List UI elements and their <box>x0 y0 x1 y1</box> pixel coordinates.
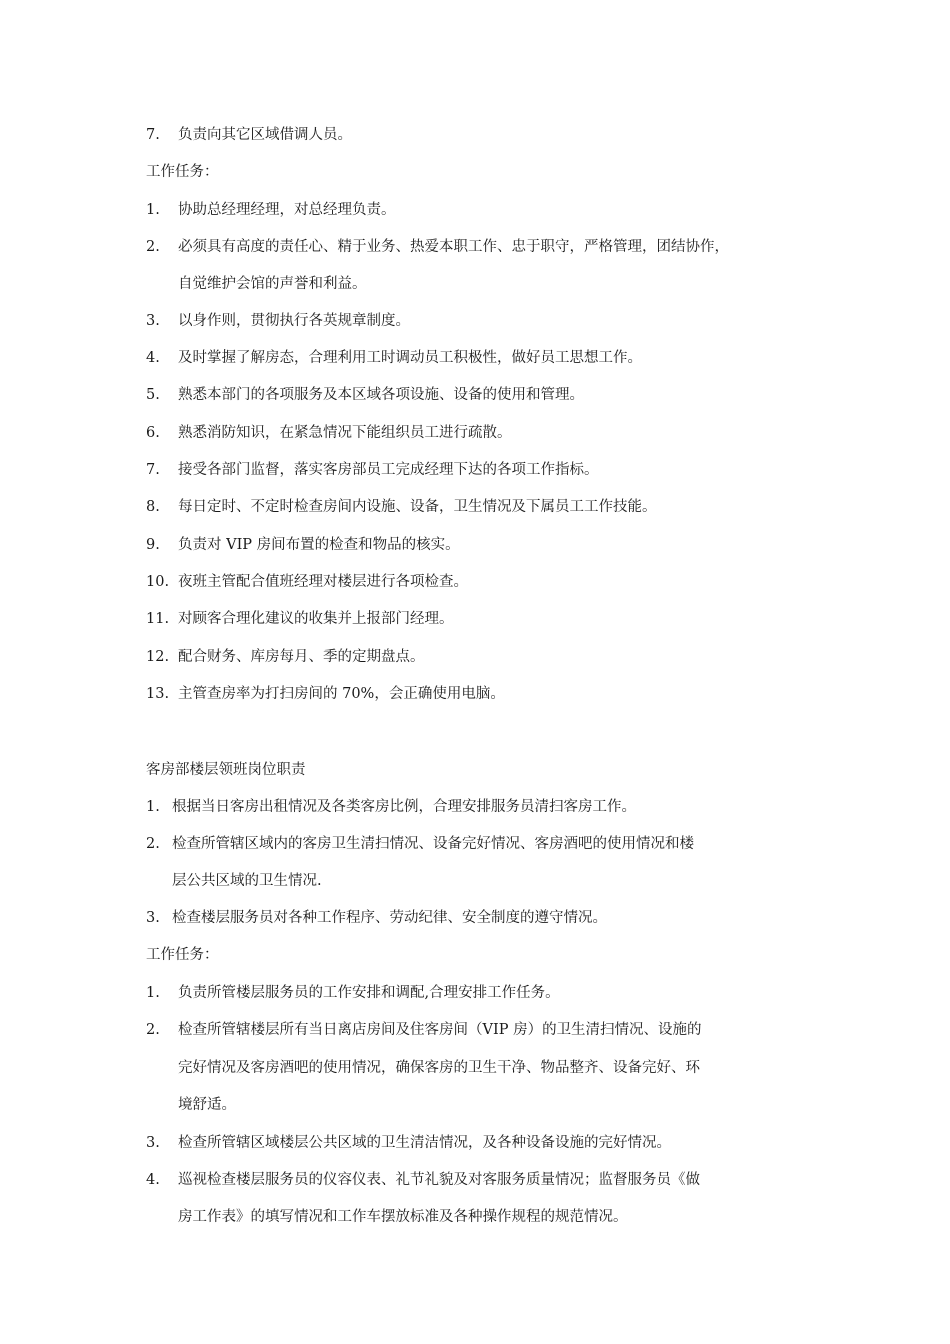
item-text: 接受各部门监督，落实客房部员工完成经理下达的各项工作指标。 <box>178 462 599 478</box>
list-item <box>146 647 425 667</box>
list-item <box>146 1020 702 1040</box>
item-number: 2. <box>146 836 160 852</box>
item-number: 1. <box>146 985 160 1001</box>
item-continuation: 境舒适。 <box>178 1097 236 1113</box>
item-continuation: 房工作表》的填写情况和工作车摆放标准及各种操作规程的规范情况。 <box>178 1209 628 1225</box>
item-number: 13. <box>146 686 170 702</box>
section-title: 客房部楼层领班岗位职责 <box>146 762 306 778</box>
list-item <box>146 200 396 220</box>
list-item <box>146 497 657 517</box>
item-text: 负责所管楼层服务员的工作安排和调配,合理安排工作任务。 <box>178 985 560 1001</box>
item-text: 熟悉本部门的各项服务及本区域各项设施、设备的使用和管理。 <box>178 387 584 403</box>
item-text: 检查所管辖区域内的客房卫生清扫情况、设备完好情况、客房酒吧的使用情况和楼 <box>172 836 694 852</box>
list-item <box>146 572 468 592</box>
item-text: 每日定时、不定时检查房间内设施、设备，卫生情况及下属员工工作技能。 <box>178 499 657 515</box>
item-text: 检查楼层服务员对各种工作程序、劳动纪律、安全制度的遵守情况。 <box>172 910 607 926</box>
item-text: 必须具有高度的责任心、精于业务、热爱本职工作、忠于职守，严格管理，团结协作， <box>178 239 729 255</box>
item-number: 11. <box>146 611 170 627</box>
item-number: 10. <box>146 574 170 590</box>
item-text: 根据当日客房出租情况及各类客房比例，合理安排服务员清扫客房工作。 <box>172 799 636 815</box>
item-number: 3. <box>146 910 160 926</box>
item-number: 1. <box>146 799 160 815</box>
item-text: 以身作则，贯彻执行各英规章制度。 <box>178 313 410 329</box>
list-item <box>146 797 636 817</box>
item-number: 1. <box>146 202 160 218</box>
list-item <box>146 834 694 854</box>
item-number: 9. <box>146 537 160 553</box>
list-item <box>146 535 460 555</box>
item-text: 夜班主管配合值班经理对楼层进行各项检查。 <box>178 574 468 590</box>
item-text: 对顾客合理化建议的收集并上报部门经理。 <box>178 611 454 627</box>
list-item <box>146 348 642 368</box>
item-text: 检查所管辖区域楼层公共区域的卫生清洁情况，及各种设备设施的完好情况。 <box>178 1135 671 1151</box>
item-number: 2. <box>146 1022 160 1038</box>
item-number: 6. <box>146 425 160 441</box>
list-item <box>146 908 607 928</box>
list-item <box>146 423 512 443</box>
item-text: 及时掌握了解房态，合理利用工时调动员工积极性，做好员工思想工作。 <box>178 350 642 366</box>
item-text: 巡视检查楼层服务员的仪容仪表、礼节礼貌及对客服务质量情况；监督服务员《做 <box>178 1172 700 1188</box>
item-number: 7. <box>146 127 160 143</box>
list-item <box>146 125 352 145</box>
item-number: 12. <box>146 649 170 665</box>
item-text: 负责对 VIP 房间布置的检查和物品的核实。 <box>178 537 460 553</box>
item-number: 3. <box>146 313 160 329</box>
item-number: 4. <box>146 350 160 366</box>
list-item <box>146 460 599 480</box>
item-text: 检查所管辖楼层所有当日离店房间及住客房间（VIP 房）的卫生清扫情况、设施的 <box>178 1022 702 1038</box>
item-text: 主管查房率为打扫房间的 70%，会正确使用电脑。 <box>178 686 505 702</box>
list-item <box>146 684 505 704</box>
item-continuation: 自觉维护会馆的声誉和利益。 <box>178 276 367 292</box>
list-item <box>146 1133 671 1153</box>
item-number: 7. <box>146 462 160 478</box>
item-number: 4. <box>146 1172 160 1188</box>
tasks-heading: 工作任务： <box>146 164 219 180</box>
list-item <box>146 983 560 1003</box>
list-item <box>146 1170 700 1190</box>
item-number: 8. <box>146 499 160 515</box>
list-item <box>146 237 729 257</box>
item-number: 3. <box>146 1135 160 1151</box>
item-text: 负责向其它区域借调人员。 <box>178 127 352 143</box>
item-text: 配合财务、库房每月、季的定期盘点。 <box>178 649 425 665</box>
item-number: 5. <box>146 387 160 403</box>
item-continuation: 完好情况及客房酒吧的使用情况，确保客房的卫生干净、物品整齐、设备完好、环 <box>178 1060 700 1076</box>
item-number: 2. <box>146 239 160 255</box>
tasks-heading: 工作任务： <box>146 947 219 963</box>
list-item <box>146 385 584 405</box>
list-item <box>146 311 410 331</box>
list-item <box>146 609 454 629</box>
item-continuation: 层公共区域的卫生情况. <box>172 873 322 889</box>
item-text: 熟悉消防知识，在紧急情况下能组织员工进行疏散。 <box>178 425 512 441</box>
item-text: 协助总经理经理，对总经理负责。 <box>178 202 396 218</box>
